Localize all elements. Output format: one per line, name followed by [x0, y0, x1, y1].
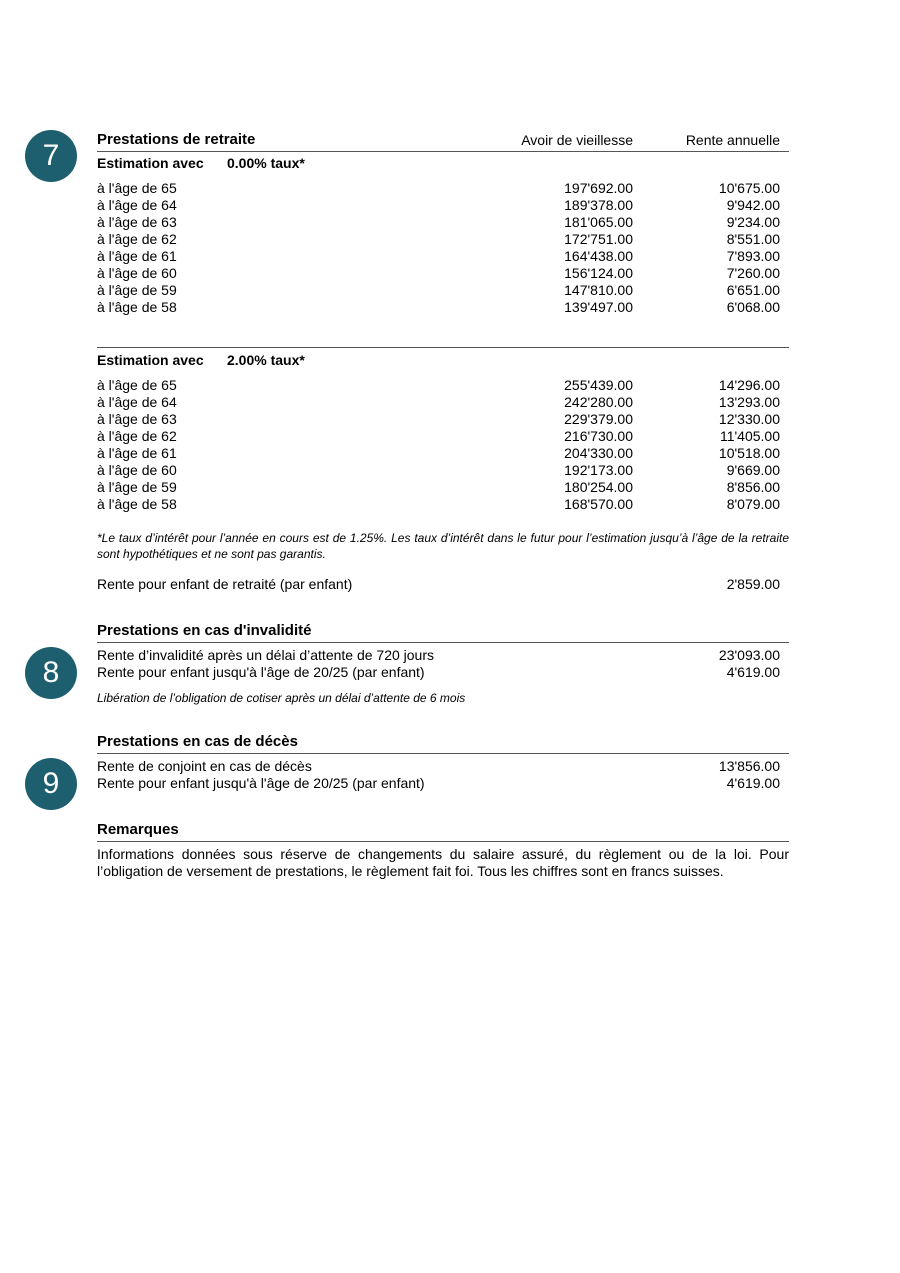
age-label: à l'âge de 61	[97, 248, 177, 264]
age-label: à l'âge de 64	[97, 197, 177, 213]
age-label: à l'âge de 60	[97, 265, 177, 281]
estimation-table-2	[97, 377, 789, 513]
remarks-title: Remarques	[97, 821, 179, 838]
age-label: à l'âge de 59	[97, 479, 177, 495]
spouse-pension-label: Rente de conjoint en cas de décès	[97, 758, 312, 774]
age-label: à l'âge de 62	[97, 428, 177, 444]
estimation-label: Estimation avec	[97, 155, 204, 171]
avoir-value: 204'330.00	[564, 445, 633, 461]
rente-value: 6'651.00	[726, 282, 780, 298]
age-label: à l'âge de 59	[97, 282, 177, 298]
table-row	[97, 428, 789, 445]
age-label: à l'âge de 61	[97, 445, 177, 461]
table-row	[97, 377, 789, 394]
remarks-header	[97, 821, 789, 842]
section-badge-9: 9	[25, 758, 77, 810]
child-pension-retiree-row	[97, 576, 789, 593]
table-row	[97, 180, 789, 197]
table-row	[97, 248, 789, 265]
death-header	[97, 733, 789, 754]
table-row	[97, 479, 789, 496]
spouse-pension-value: 13'856.00	[718, 758, 780, 774]
rente-value: 10'518.00	[718, 445, 780, 461]
age-label: à l'âge de 63	[97, 411, 177, 427]
table-row	[97, 445, 789, 462]
estimation-label: Estimation avec	[97, 352, 204, 368]
age-label: à l'âge de 63	[97, 214, 177, 230]
disability-header	[97, 622, 789, 643]
interest-rate-note: *Le taux d’intérêt pour l’année en cours est de 1.25%. Les taux d’intérêt dans le futur pour l’estimation jusqu’à l’âge de la retraite sont hypothétiques et ne sont pas garantis.	[97, 531, 789, 561]
rente-value: 12'330.00	[718, 411, 780, 427]
death-child-value: 4'619.00	[726, 775, 780, 791]
table-row	[97, 411, 789, 428]
table-row	[97, 197, 789, 214]
table-row	[97, 462, 789, 479]
rente-value: 9'942.00	[726, 197, 780, 213]
disability-title: Prestations en cas d'invalidité	[97, 622, 312, 639]
avoir-value: 172'751.00	[564, 231, 633, 247]
disability-pension-label: Rente d’invalidité après un délai d’attente de 720 jours	[97, 647, 435, 663]
rente-value: 10'675.00	[718, 180, 780, 196]
avoir-value: 180'254.00	[564, 479, 633, 495]
contribution-exemption-note: Libération de l’obligation de cotiser après un délai d’attente de 6 mois	[97, 691, 466, 705]
estimation-table-1	[97, 180, 789, 316]
avoir-value: 181'065.00	[564, 214, 633, 230]
age-label: à l'âge de 62	[97, 231, 177, 247]
disability-child-label: Rente pour enfant jusqu'à l'âge de 20/25 (par enfant)	[97, 664, 425, 680]
avoir-value: 229'379.00	[564, 411, 633, 427]
age-label: à l'âge de 65	[97, 180, 177, 196]
remarks-text: Informations données sous réserve de changements du salaire assuré, du règlement ou de la loi. Pour l’obligation de versement de prestations, le règlement fait foi. Tous les chiffres sont en francs suisses.	[97, 846, 789, 879]
divider	[97, 347, 789, 348]
age-label: à l'âge de 65	[97, 377, 177, 393]
disability-child-pension-row	[97, 664, 789, 681]
rente-value: 11'405.00	[719, 428, 780, 444]
retirement-header	[97, 131, 789, 152]
rente-value: 8'079.00	[726, 496, 780, 512]
section-badge-7: 7	[25, 130, 77, 182]
avoir-value: 192'173.00	[564, 462, 633, 478]
avoir-value: 197'692.00	[564, 180, 633, 196]
table-row	[97, 394, 789, 411]
estimation-heading-1	[97, 155, 305, 171]
death-title: Prestations en cas de décès	[97, 733, 298, 750]
rente-value: 13'293.00	[718, 394, 780, 410]
child-pension-value: 2'859.00	[726, 576, 780, 592]
table-row	[97, 265, 789, 282]
death-child-label: Rente pour enfant jusqu'à l'âge de 20/25 (par enfant)	[97, 775, 425, 791]
disability-child-value: 4'619.00	[726, 664, 780, 680]
rente-value: 7'893.00	[726, 248, 780, 264]
age-label: à l'âge de 58	[97, 299, 177, 315]
avoir-value: 255'439.00	[564, 377, 633, 393]
table-row	[97, 282, 789, 299]
avoir-value: 139'497.00	[564, 299, 633, 315]
column-header-rente: Rente annuelle	[685, 132, 780, 148]
column-header-avoir: Avoir de vieillesse	[521, 132, 633, 148]
spouse-pension-row	[97, 758, 789, 775]
rente-value: 7'260.00	[726, 265, 780, 281]
rente-value: 6'068.00	[726, 299, 780, 315]
estimation-rate: 2.00% taux*	[227, 352, 305, 368]
disability-pension-row	[97, 647, 789, 664]
table-row	[97, 214, 789, 231]
rente-value: 14'296.00	[718, 377, 780, 393]
age-label: à l'âge de 60	[97, 462, 177, 478]
avoir-value: 242'280.00	[564, 394, 633, 410]
table-row	[97, 231, 789, 248]
retirement-title: Prestations de retraite	[97, 131, 256, 148]
table-row	[97, 496, 789, 513]
avoir-value: 156'124.00	[564, 265, 633, 281]
avoir-value: 189'378.00	[564, 197, 633, 213]
avoir-value: 216'730.00	[564, 428, 633, 444]
rente-value: 8'856.00	[726, 479, 780, 495]
age-label: à l'âge de 58	[97, 496, 177, 512]
table-row	[97, 299, 789, 316]
avoir-value: 147'810.00	[564, 282, 633, 298]
disability-pension-value: 23'093.00	[718, 647, 780, 663]
rente-value: 9'669.00	[726, 462, 780, 478]
rente-value: 8'551.00	[726, 231, 780, 247]
avoir-value: 164'438.00	[564, 248, 633, 264]
estimation-heading-2	[97, 352, 305, 368]
child-pension-label: Rente pour enfant de retraité (par enfant)	[97, 576, 353, 592]
section-badge-8: 8	[25, 647, 77, 699]
rente-value: 9'234.00	[726, 214, 780, 230]
age-label: à l'âge de 64	[97, 394, 177, 410]
estimation-rate: 0.00% taux*	[227, 155, 305, 171]
avoir-value: 168'570.00	[564, 496, 633, 512]
death-child-pension-row	[97, 775, 789, 792]
